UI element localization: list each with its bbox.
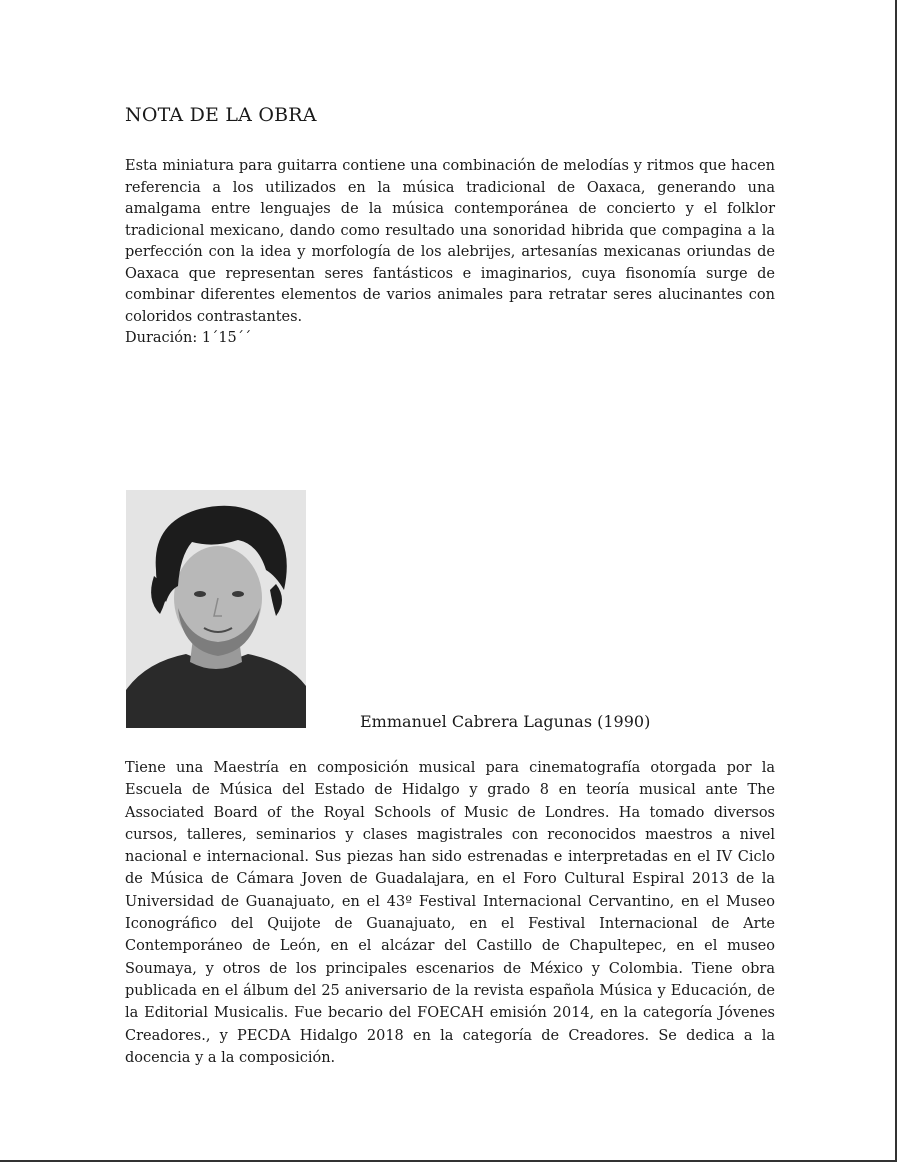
- section-title: NOTA DE LA OBRA: [125, 104, 317, 126]
- duration-text: Duración: 1´15´´: [125, 330, 252, 346]
- composer-bio-paragraph: Tiene una Maestría en composición musical para cinematografía otorgada por la Escuela de Música del Estado de Hidalgo y grado 8 en teoría musical ante The Associated Board of the Royal Schools of Music de Londres. Ha tomado diversos cursos, talleres, seminarios y clases magistrales con reconocidos maestros a nivel nacional e internacional. Sus piezas han sido estrenadas e interpretadas en el IV Ciclo de Música de Cámara Joven de Guadalajara, en el Foro Cultural Espiral 2013 de la Universidad de Guanajuato, en el 43º Festival Internacional Cervantino, en el Museo Iconográfico del Quijote de Guanajuato, en el Festival Internacional de Arte Contemporáneo de León, en el alcázar del Castillo de Chapultepec, en el museo Soumaya, y otros de los principales escenarios de México y Colombia. Tiene obra publicada en el álbum del 25 aniversario de la revista española Música y Educación, de la Editorial Musicalis. Fue becario del FOECAH emisión 2014, en la categoría Jóvenes Creadores., y PECDA Hidalgo 2018 en la categoría de Creadores. Se dedica a la docencia y a la composición.: [125, 760, 775, 1066]
- composer-photo: [126, 490, 306, 728]
- work-note-paragraph: Esta miniatura para guitarra contiene una combinación de melodías y ritmos que hacen referencia a los utilizados en la música tradicional de Oaxaca, generando una amalgama entre lenguajes de la música contemporánea de concierto y el folklor tradicional mexicano, dando como resultado una sonoridad hibrida que compagina a la perfección con la idea y morfología de los alebrijes, artesanías mexicanas oriundas de Oaxaca que representan seres fantásticos e imaginarios, cuya fisonomía surge de combinar diferentes elementos de varios animales para retratar seres alucinantes con coloridos contrastantes.: [125, 158, 775, 325]
- composer-portrait-image: [126, 490, 306, 728]
- composer-name: Emmanuel Cabrera Lagunas (1990): [360, 712, 651, 731]
